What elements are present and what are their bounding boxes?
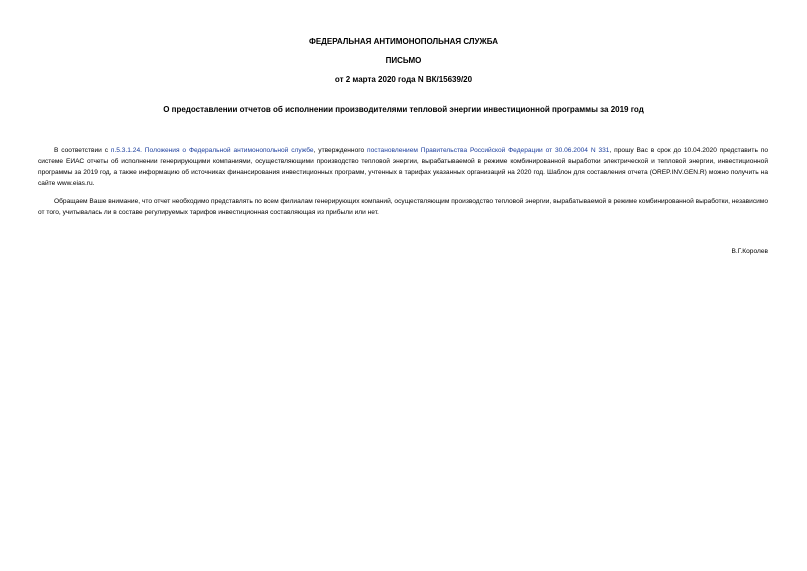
signature: В.Г.Королев — [731, 248, 768, 255]
body-paragraph-1 — [38, 145, 768, 189]
paragraph-1-text-c: , прошу Вас в срок до 10.04.2020 представить по системе ЕИАС отчеты об исполнении генерирующими компаниями, осуществляющими производство тепловой энергии, вырабатываемой в режиме комбинированной выработки электрической и тепловой энергии, инвестиционной программы за 2019 год, а также информацию об источниках финансирования инвестиционных программ, учтенных в тарифах указанных организаций на 2020 год. Шаблон для составления отчета (OREP.INV.GEN.R) можно получить на сайте www.eias.ru. — [38, 147, 768, 187]
paragraph-1-text-a: В соответствии с — [54, 147, 111, 154]
paragraph-1-text-b: , утвержденного — [313, 147, 368, 154]
document-date-number: от 2 марта 2020 года N ВК/15639/20 — [334, 75, 473, 84]
document-subject: О предоставлении отчетов об исполнении производителями тепловой энергии инвестиционной программы за 2019 год — [163, 105, 644, 114]
regulation-link[interactable]: п.5.3.1.24. Положения о Федеральной антимонопольной службе — [110, 147, 314, 154]
document-type: ПИСЬМО — [385, 56, 422, 65]
body-paragraph-2: Обращаем Ваше внимание, что отчет необходимо представлять по всем филиалам генерирующих компаний, осуществляющим производство тепловой энергии, вырабатываемой в режиме комбинированной выработки, независимо от того, учитывалась ли в составе регулируемых тарифов инвестиционная составляющая из прибыли или нет. — [38, 198, 768, 216]
agency-name: ФЕДЕРАЛЬНАЯ АНТИМОНОПОЛЬНАЯ СЛУЖБА — [309, 37, 498, 46]
government-decree-link[interactable]: постановлением Правительства Российской Федерации от 30.06.2004 N 331 — [367, 147, 610, 154]
